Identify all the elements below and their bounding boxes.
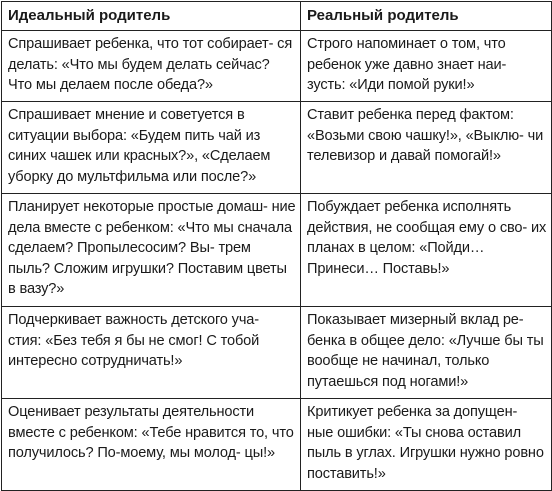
cell-ideal [2, 399, 301, 491]
table-row [2, 31, 552, 102]
cell-real-text: Побуждает ребенка исполнять действия, не сообщая ему о сво- их планах в целом: «Пойди… Принеси… Поставь!» [307, 199, 547, 277]
cell-ideal-text: Спрашивает мнение и советуется в ситуации выбора: «Будем пить чай из синих чашек или красных?», «Сделаем уборку до мультфильма или после?» [8, 107, 271, 185]
cell-ideal-text: Оценивает результаты деятельности вместе с ребенком: «Тебе нравится то, что получилось? По-моему, мы молод- цы!» [8, 404, 294, 461]
cell-real [301, 31, 552, 102]
cell-real [301, 102, 552, 194]
table-row [2, 194, 552, 307]
cell-ideal [2, 31, 301, 102]
cell-ideal [2, 194, 301, 307]
cell-real [301, 307, 552, 399]
comparison-table [1, 1, 552, 491]
table-header-row [2, 2, 552, 31]
table-row [2, 399, 552, 491]
cell-real-text: Ставит ребенка перед фактом: «Возьми свою чашку!», «Выклю- чи телевизор и давай помогай!» [307, 107, 544, 164]
header-ideal-parent: Идеальный родитель [2, 2, 301, 31]
cell-real-text: Показывает мизерный вклад ре- бенка в общее дело: «Лучше бы ты вообще не начинал, только путаешься под ногами!» [307, 312, 544, 390]
header-real-parent: Реальный родитель [301, 2, 552, 31]
cell-real-text: Строго напоминает о том, что ребенок уже давно знает наи- зусть: «Иди помой руки!» [307, 36, 507, 93]
cell-ideal-text: Подчеркивает важность детского уча- стия: «Без тебя я бы не смог! С тобой интересно сотрудничать!» [8, 312, 260, 369]
cell-ideal [2, 102, 301, 194]
cell-real-text: Критикует ребенка за допущен- ные ошибки: «Ты снова оставил пыль в углах. Игрушки нужно ровно поставить!» [307, 404, 544, 482]
cell-real [301, 194, 552, 307]
cell-ideal-text: Спрашивает ребенка, что тот собирает- ся делать: «Что мы будем делать сейчас? Что мы делаем после обеда?» [8, 36, 293, 93]
table-row [2, 102, 552, 194]
cell-real [301, 399, 552, 491]
table-row [2, 307, 552, 399]
cell-ideal [2, 307, 301, 399]
cell-ideal-text: Планирует некоторые простые домаш- ние дела вместе с ребенком: «Что мы сначала сделаем? Пропылесосим? Вы- трем пыль? Сложим игрушки? Поставим цветы в вазу?» [8, 199, 296, 297]
